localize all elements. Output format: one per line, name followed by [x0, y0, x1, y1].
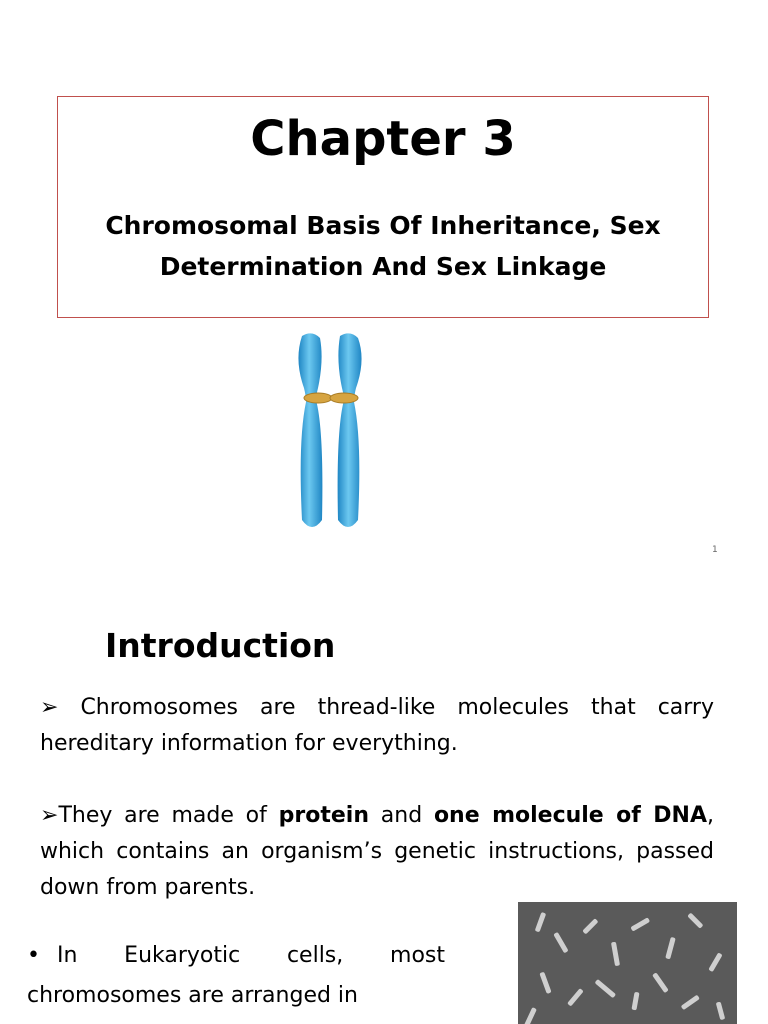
- paragraph-1-text: Chromosomes are thread-like molecules that carry hereditary information for everything.: [40, 695, 714, 756]
- paragraph-eukaryotic: [27, 936, 445, 1016]
- introduction-slide: [0, 576, 768, 1024]
- paragraph-composition: [40, 798, 714, 906]
- chromosome-icon: [290, 330, 370, 534]
- bold-protein: protein: [278, 803, 369, 828]
- right-chromatid: [338, 333, 362, 527]
- centromere-right: [330, 393, 358, 403]
- subtitle-line-1: Chromosomal Basis Of Inheritance, Sex: [105, 211, 661, 240]
- dot-bullet-icon: •: [27, 943, 40, 968]
- paragraph-2-post: , which contains an organism’s genetic instructions, passed down from parents.: [40, 803, 714, 900]
- paragraph-2-mid: and: [369, 803, 434, 828]
- left-chromatid: [298, 333, 322, 527]
- chapter-subtitle: [78, 205, 688, 287]
- chapter-title: Chapter 3: [250, 111, 516, 167]
- page-number: 1: [712, 545, 718, 555]
- subtitle-line-2: Determination And Sex Linkage: [159, 252, 607, 281]
- chromosome-micrograph: [518, 902, 737, 1024]
- paragraph-chromosomes: [40, 690, 714, 762]
- bold-dna: one molecule of DNA: [433, 803, 707, 828]
- paragraph-3-text: In Eukaryotic cells, most chromosomes are arranged in: [27, 943, 445, 1008]
- arrow-bullet-icon: ➢: [40, 803, 59, 828]
- introduction-heading: Introduction: [105, 626, 336, 665]
- arrow-bullet-icon: ➢: [40, 695, 59, 720]
- paragraph-2-pre: They are made of: [58, 803, 279, 828]
- centromere-left: [304, 393, 332, 403]
- title-box: [57, 96, 709, 318]
